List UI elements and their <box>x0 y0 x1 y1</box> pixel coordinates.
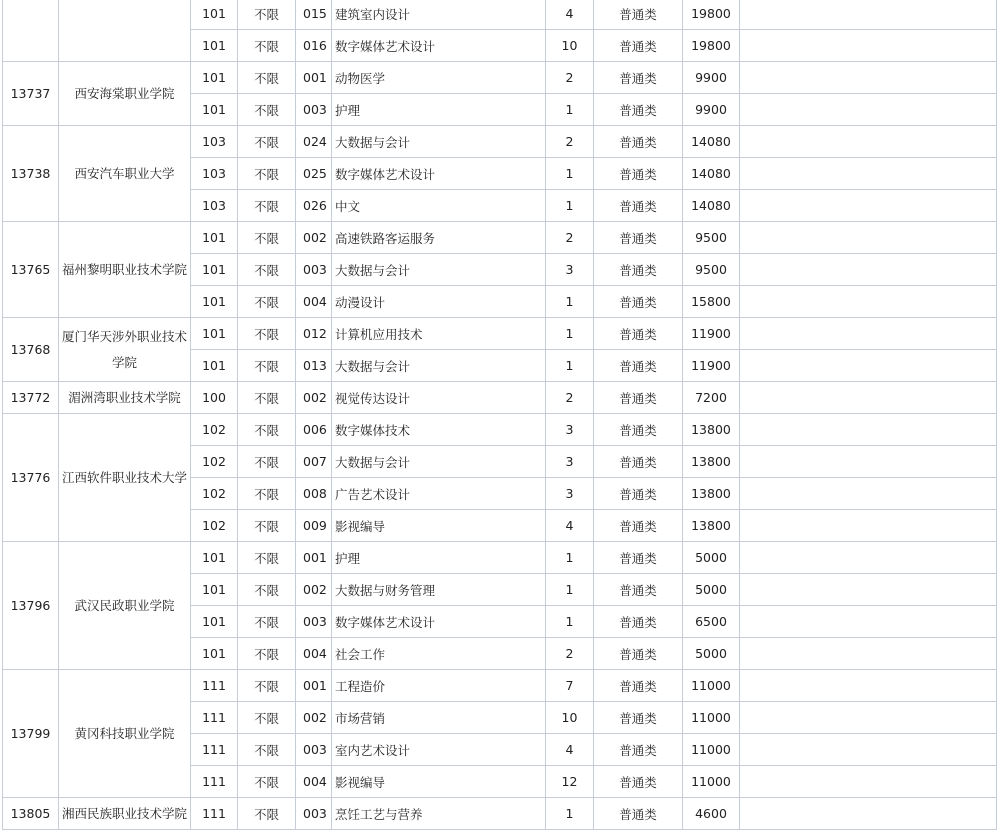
category-cell: 普通类 <box>594 798 683 830</box>
major-code-cell: 008 <box>296 478 332 510</box>
remark-cell <box>740 766 997 798</box>
subject-requirement-cell: 不限 <box>238 766 296 798</box>
group-code-cell: 101 <box>191 350 238 382</box>
plan-count-cell: 10 <box>546 702 594 734</box>
tuition-cell: 19800 <box>683 30 740 62</box>
plan-count-cell: 3 <box>546 254 594 286</box>
tuition-cell: 5000 <box>683 638 740 670</box>
major-code-cell: 004 <box>296 638 332 670</box>
plan-count-cell: 2 <box>546 638 594 670</box>
group-code-cell: 102 <box>191 446 238 478</box>
remark-cell <box>740 798 997 830</box>
category-cell: 普通类 <box>594 606 683 638</box>
category-cell: 普通类 <box>594 382 683 414</box>
major-code-cell: 012 <box>296 318 332 350</box>
school-code-cell: 13737 <box>3 62 59 126</box>
category-cell: 普通类 <box>594 702 683 734</box>
group-code-cell: 102 <box>191 414 238 446</box>
group-code-cell: 101 <box>191 542 238 574</box>
major-code-cell: 002 <box>296 702 332 734</box>
subject-requirement-cell: 不限 <box>238 574 296 606</box>
tuition-cell: 11000 <box>683 670 740 702</box>
school-code-cell <box>3 0 59 62</box>
major-code-cell: 004 <box>296 766 332 798</box>
major-name-cell: 广告艺术设计 <box>332 478 546 510</box>
category-cell: 普通类 <box>594 62 683 94</box>
tuition-cell: 13800 <box>683 510 740 542</box>
major-name-cell: 大数据与会计 <box>332 126 546 158</box>
remark-cell <box>740 446 997 478</box>
remark-cell <box>740 318 997 350</box>
group-code-cell: 101 <box>191 318 238 350</box>
school-name-cell <box>59 0 191 62</box>
major-code-cell: 002 <box>296 222 332 254</box>
plan-count-cell: 1 <box>546 94 594 126</box>
tuition-cell: 9500 <box>683 254 740 286</box>
major-code-cell: 002 <box>296 382 332 414</box>
table-row <box>3 798 997 830</box>
major-code-cell: 001 <box>296 670 332 702</box>
subject-requirement-cell: 不限 <box>238 478 296 510</box>
remark-cell <box>740 222 997 254</box>
major-name-cell: 数字媒体艺术设计 <box>332 606 546 638</box>
school-name-cell: 江西软件职业技术大学 <box>59 414 191 542</box>
major-code-cell: 003 <box>296 606 332 638</box>
group-code-cell: 100 <box>191 382 238 414</box>
subject-requirement-cell: 不限 <box>238 734 296 766</box>
category-cell: 普通类 <box>594 510 683 542</box>
group-code-cell: 102 <box>191 478 238 510</box>
major-code-cell: 007 <box>296 446 332 478</box>
category-cell: 普通类 <box>594 222 683 254</box>
plan-count-cell: 1 <box>546 350 594 382</box>
major-code-cell: 001 <box>296 62 332 94</box>
school-name-cell: 西安汽车职业大学 <box>59 126 191 222</box>
subject-requirement-cell: 不限 <box>238 638 296 670</box>
group-code-cell: 111 <box>191 702 238 734</box>
major-name-cell: 计算机应用技术 <box>332 318 546 350</box>
category-cell: 普通类 <box>594 318 683 350</box>
category-cell: 普通类 <box>594 670 683 702</box>
group-code-cell: 101 <box>191 94 238 126</box>
remark-cell <box>740 0 997 30</box>
tuition-cell: 6500 <box>683 606 740 638</box>
major-name-cell: 高速铁路客运服务 <box>332 222 546 254</box>
major-name-cell: 护理 <box>332 94 546 126</box>
subject-requirement-cell: 不限 <box>238 62 296 94</box>
plan-count-cell: 1 <box>546 606 594 638</box>
table-body <box>3 0 997 830</box>
tuition-cell: 13800 <box>683 478 740 510</box>
category-cell: 普通类 <box>594 254 683 286</box>
subject-requirement-cell: 不限 <box>238 350 296 382</box>
plan-count-cell: 1 <box>546 574 594 606</box>
school-code-cell: 13768 <box>3 318 59 382</box>
school-code-cell: 13796 <box>3 542 59 670</box>
remark-cell <box>740 126 997 158</box>
table-row <box>3 670 997 702</box>
category-cell: 普通类 <box>594 0 683 30</box>
tuition-cell: 11000 <box>683 734 740 766</box>
remark-cell <box>740 94 997 126</box>
subject-requirement-cell: 不限 <box>238 30 296 62</box>
major-name-cell: 数字媒体艺术设计 <box>332 30 546 62</box>
major-code-cell: 003 <box>296 94 332 126</box>
major-code-cell: 009 <box>296 510 332 542</box>
category-cell: 普通类 <box>594 734 683 766</box>
remark-cell <box>740 542 997 574</box>
enrollment-table <box>2 0 997 830</box>
tuition-cell: 4600 <box>683 798 740 830</box>
remark-cell <box>740 670 997 702</box>
subject-requirement-cell: 不限 <box>238 190 296 222</box>
category-cell: 普通类 <box>594 766 683 798</box>
school-code-cell: 13776 <box>3 414 59 542</box>
tuition-cell: 7200 <box>683 382 740 414</box>
tuition-cell: 11900 <box>683 350 740 382</box>
plan-count-cell: 2 <box>546 126 594 158</box>
school-name-cell: 武汉民政职业学院 <box>59 542 191 670</box>
major-name-cell: 建筑室内设计 <box>332 0 546 30</box>
remark-cell <box>740 734 997 766</box>
remark-cell <box>740 350 997 382</box>
group-code-cell: 101 <box>191 30 238 62</box>
group-code-cell: 101 <box>191 254 238 286</box>
table-row <box>3 0 997 30</box>
major-code-cell: 016 <box>296 30 332 62</box>
category-cell: 普通类 <box>594 94 683 126</box>
major-code-cell: 004 <box>296 286 332 318</box>
school-name-cell: 西安海棠职业学院 <box>59 62 191 126</box>
group-code-cell: 101 <box>191 606 238 638</box>
plan-count-cell: 4 <box>546 734 594 766</box>
category-cell: 普通类 <box>594 126 683 158</box>
major-name-cell: 视觉传达设计 <box>332 382 546 414</box>
school-code-cell: 13772 <box>3 382 59 414</box>
remark-cell <box>740 638 997 670</box>
major-name-cell: 影视编导 <box>332 510 546 542</box>
group-code-cell: 111 <box>191 734 238 766</box>
tuition-cell: 19800 <box>683 0 740 30</box>
school-code-cell: 13738 <box>3 126 59 222</box>
tuition-cell: 11000 <box>683 702 740 734</box>
plan-count-cell: 4 <box>546 510 594 542</box>
remark-cell <box>740 574 997 606</box>
remark-cell <box>740 510 997 542</box>
category-cell: 普通类 <box>594 190 683 222</box>
remark-cell <box>740 286 997 318</box>
group-code-cell: 101 <box>191 0 238 30</box>
tuition-cell: 14080 <box>683 190 740 222</box>
major-code-cell: 002 <box>296 574 332 606</box>
subject-requirement-cell: 不限 <box>238 510 296 542</box>
tuition-cell: 9900 <box>683 62 740 94</box>
category-cell: 普通类 <box>594 446 683 478</box>
group-code-cell: 101 <box>191 574 238 606</box>
remark-cell <box>740 414 997 446</box>
plan-count-cell: 1 <box>546 798 594 830</box>
major-name-cell: 大数据与会计 <box>332 446 546 478</box>
major-name-cell: 影视编导 <box>332 766 546 798</box>
subject-requirement-cell: 不限 <box>238 158 296 190</box>
subject-requirement-cell: 不限 <box>238 446 296 478</box>
remark-cell <box>740 158 997 190</box>
tuition-cell: 15800 <box>683 286 740 318</box>
group-code-cell: 102 <box>191 510 238 542</box>
subject-requirement-cell: 不限 <box>238 126 296 158</box>
school-code-cell: 13765 <box>3 222 59 318</box>
major-code-cell: 003 <box>296 254 332 286</box>
major-name-cell: 中文 <box>332 190 546 222</box>
school-name-cell: 湘西民族职业技术学院 <box>59 798 191 830</box>
major-name-cell: 烹饪工艺与营养 <box>332 798 546 830</box>
subject-requirement-cell: 不限 <box>238 318 296 350</box>
major-name-cell: 市场营销 <box>332 702 546 734</box>
plan-count-cell: 3 <box>546 446 594 478</box>
category-cell: 普通类 <box>594 30 683 62</box>
school-name-cell: 福州黎明职业技术学院 <box>59 222 191 318</box>
subject-requirement-cell: 不限 <box>238 286 296 318</box>
group-code-cell: 111 <box>191 670 238 702</box>
remark-cell <box>740 382 997 414</box>
plan-count-cell: 3 <box>546 414 594 446</box>
plan-count-cell: 3 <box>546 478 594 510</box>
group-code-cell: 103 <box>191 126 238 158</box>
remark-cell <box>740 478 997 510</box>
tuition-cell: 5000 <box>683 574 740 606</box>
major-name-cell: 动物医学 <box>332 62 546 94</box>
subject-requirement-cell: 不限 <box>238 606 296 638</box>
remark-cell <box>740 62 997 94</box>
subject-requirement-cell: 不限 <box>238 670 296 702</box>
table-row <box>3 542 997 574</box>
category-cell: 普通类 <box>594 638 683 670</box>
remark-cell <box>740 190 997 222</box>
category-cell: 普通类 <box>594 414 683 446</box>
tuition-cell: 5000 <box>683 542 740 574</box>
category-cell: 普通类 <box>594 350 683 382</box>
plan-count-cell: 2 <box>546 222 594 254</box>
school-code-cell: 13805 <box>3 798 59 830</box>
plan-count-cell: 1 <box>546 190 594 222</box>
major-name-cell: 社会工作 <box>332 638 546 670</box>
tuition-cell: 9500 <box>683 222 740 254</box>
subject-requirement-cell: 不限 <box>238 798 296 830</box>
major-name-cell: 大数据与财务管理 <box>332 574 546 606</box>
group-code-cell: 111 <box>191 766 238 798</box>
group-code-cell: 103 <box>191 158 238 190</box>
major-code-cell: 003 <box>296 734 332 766</box>
subject-requirement-cell: 不限 <box>238 94 296 126</box>
category-cell: 普通类 <box>594 478 683 510</box>
plan-count-cell: 1 <box>546 318 594 350</box>
category-cell: 普通类 <box>594 158 683 190</box>
remark-cell <box>740 606 997 638</box>
major-name-cell: 数字媒体艺术设计 <box>332 158 546 190</box>
major-name-cell: 护理 <box>332 542 546 574</box>
table-row <box>3 62 997 94</box>
tuition-cell: 14080 <box>683 158 740 190</box>
major-name-cell: 数字媒体技术 <box>332 414 546 446</box>
major-name-cell: 动漫设计 <box>332 286 546 318</box>
tuition-cell: 13800 <box>683 414 740 446</box>
major-code-cell: 001 <box>296 542 332 574</box>
group-code-cell: 101 <box>191 222 238 254</box>
group-code-cell: 101 <box>191 62 238 94</box>
major-code-cell: 015 <box>296 0 332 30</box>
major-code-cell: 025 <box>296 158 332 190</box>
major-name-cell: 工程造价 <box>332 670 546 702</box>
subject-requirement-cell: 不限 <box>238 222 296 254</box>
major-code-cell: 024 <box>296 126 332 158</box>
table-row <box>3 414 997 446</box>
major-name-cell: 室内艺术设计 <box>332 734 546 766</box>
table-row <box>3 318 997 350</box>
plan-count-cell: 10 <box>546 30 594 62</box>
remark-cell <box>740 254 997 286</box>
major-code-cell: 013 <box>296 350 332 382</box>
tuition-cell: 14080 <box>683 126 740 158</box>
plan-count-cell: 4 <box>546 0 594 30</box>
plan-count-cell: 2 <box>546 382 594 414</box>
school-code-cell: 13799 <box>3 670 59 798</box>
school-name-cell: 黄冈科技职业学院 <box>59 670 191 798</box>
plan-count-cell: 7 <box>546 670 594 702</box>
subject-requirement-cell: 不限 <box>238 0 296 30</box>
subject-requirement-cell: 不限 <box>238 542 296 574</box>
major-code-cell: 006 <box>296 414 332 446</box>
major-code-cell: 026 <box>296 190 332 222</box>
school-name-cell: 厦门华天涉外职业技术学院 <box>59 318 191 382</box>
table-row <box>3 382 997 414</box>
table-row <box>3 126 997 158</box>
remark-cell <box>740 30 997 62</box>
subject-requirement-cell: 不限 <box>238 254 296 286</box>
group-code-cell: 111 <box>191 798 238 830</box>
category-cell: 普通类 <box>594 286 683 318</box>
group-code-cell: 101 <box>191 638 238 670</box>
group-code-cell: 101 <box>191 286 238 318</box>
subject-requirement-cell: 不限 <box>238 702 296 734</box>
remark-cell <box>740 702 997 734</box>
subject-requirement-cell: 不限 <box>238 382 296 414</box>
tuition-cell: 11900 <box>683 318 740 350</box>
tuition-cell: 11000 <box>683 766 740 798</box>
school-name-cell: 湄洲湾职业技术学院 <box>59 382 191 414</box>
major-code-cell: 003 <box>296 798 332 830</box>
group-code-cell: 103 <box>191 190 238 222</box>
tuition-cell: 13800 <box>683 446 740 478</box>
tuition-cell: 9900 <box>683 94 740 126</box>
plan-count-cell: 1 <box>546 542 594 574</box>
major-name-cell: 大数据与会计 <box>332 254 546 286</box>
category-cell: 普通类 <box>594 574 683 606</box>
plan-count-cell: 1 <box>546 158 594 190</box>
major-name-cell: 大数据与会计 <box>332 350 546 382</box>
plan-count-cell: 1 <box>546 286 594 318</box>
plan-count-cell: 2 <box>546 62 594 94</box>
subject-requirement-cell: 不限 <box>238 414 296 446</box>
category-cell: 普通类 <box>594 542 683 574</box>
plan-count-cell: 12 <box>546 766 594 798</box>
table-row <box>3 222 997 254</box>
